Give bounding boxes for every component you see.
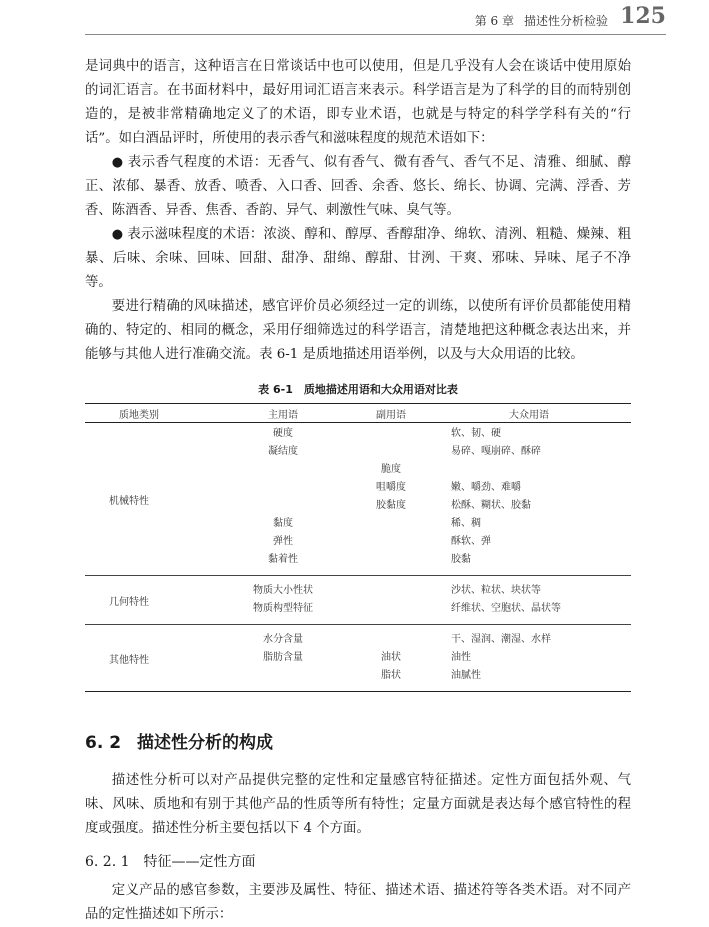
bullet-icon: ● bbox=[111, 155, 124, 170]
common-term: 易碎、嘎崩碎、酥碎 bbox=[451, 446, 541, 457]
section-title: 描述性分析的构成 bbox=[137, 733, 274, 753]
secondary-term: 胶黏度 bbox=[376, 500, 406, 511]
primary-term: 弹性 bbox=[273, 536, 293, 547]
secondary-term bbox=[343, 443, 439, 461]
bullet-icon: ● bbox=[111, 227, 124, 242]
common-term: 稀、稠 bbox=[451, 518, 481, 529]
bullet-text: 表示滋味程度的术语：浓淡、醇和、醇厚、香醇甜净、绵软、清洌、粗糙、燥辣、粗暴、后味、余味、回味、回甜、甜净、甜绵、醇甜、甘洌、干爽、邪味、异味、尾子不净等。 bbox=[85, 227, 632, 290]
common-term: 软、韧、硬 bbox=[451, 428, 501, 439]
column-header: 质地类别 bbox=[85, 404, 223, 423]
primary-term: 黏度 bbox=[273, 518, 293, 529]
page-number: 125 bbox=[620, 3, 666, 29]
common-term: 酥软、弹 bbox=[451, 536, 491, 547]
paragraph: 描述性分析可以对产品提供完整的定性和定量感官特征描述。定性方面包括外观、气味、风味、质地和有别于其他产品的性质等所有特性；定量方面就是表达每个感官特性的程度或强度。描述性分析主要包括以下 4 个方面。 bbox=[85, 773, 631, 836]
primary-term bbox=[223, 461, 343, 479]
running-header bbox=[85, 3, 666, 30]
table-caption: 表 6-1 质地描述用语和大众用语对比表 bbox=[258, 383, 458, 396]
primary-term: 水分含量 bbox=[263, 634, 303, 645]
chapter-title: 描述性分析检验 bbox=[523, 14, 608, 28]
common-term: 沙状、粒状、块状等 bbox=[451, 585, 541, 596]
secondary-term bbox=[343, 533, 439, 551]
category-cell bbox=[85, 625, 223, 692]
category-cell bbox=[85, 423, 223, 576]
secondary-term-cell bbox=[343, 576, 439, 625]
common-term-cell bbox=[439, 625, 631, 692]
paragraph: 定义产品的感官参数，主要涉及属性、特征、描述术语、描述符等各类术语。对不同产品的定性描述如下所示： bbox=[85, 883, 631, 922]
bullet-item bbox=[85, 223, 631, 295]
common-term: 松酥、糊状、胶黏 bbox=[451, 500, 531, 511]
category-cell bbox=[85, 576, 223, 625]
common-term: 干、湿润、潮湿、水样 bbox=[451, 634, 551, 645]
secondary-term: 脂状 bbox=[381, 670, 401, 681]
table-body bbox=[85, 423, 631, 692]
secondary-term bbox=[343, 425, 439, 443]
secondary-term bbox=[343, 600, 439, 618]
common-term: 油腻性 bbox=[451, 670, 481, 681]
primary-term-cell bbox=[223, 423, 343, 576]
common-term-cell bbox=[439, 423, 631, 576]
category-label: 几何特性 bbox=[109, 596, 149, 608]
primary-term bbox=[223, 479, 343, 497]
primary-term: 黏着性 bbox=[268, 554, 298, 565]
common-term: 油性 bbox=[451, 652, 471, 663]
secondary-term bbox=[343, 551, 439, 569]
section-number: 6. 2 bbox=[85, 733, 122, 753]
common-term: 胶黏 bbox=[451, 554, 471, 565]
primary-term bbox=[223, 667, 343, 685]
secondary-term bbox=[343, 631, 439, 649]
secondary-term: 脆度 bbox=[381, 464, 401, 475]
primary-term: 凝结度 bbox=[268, 446, 298, 457]
header-rule bbox=[85, 34, 666, 35]
primary-term: 硬度 bbox=[273, 428, 293, 439]
page-body bbox=[85, 55, 631, 927]
texture-terms-table bbox=[85, 403, 631, 692]
table-header-row bbox=[85, 404, 631, 423]
primary-term-cell bbox=[223, 625, 343, 692]
primary-term-cell bbox=[223, 576, 343, 625]
subsection-number: 6. 2. 1 bbox=[85, 854, 130, 870]
category-label: 机械特性 bbox=[109, 495, 149, 507]
common-term bbox=[451, 461, 631, 479]
paragraph: 要进行精确的风味描述，感官评价员必须经过一定的训练，以使所有评价员都能使用精确的、特定的、相同的概念，采用仔细筛选过的科学语言，清楚地把这种概念表达出来，并能够与其他人进行准确交流。表 6-1 是质地描述用语举例，以及与大众用语的比较。 bbox=[85, 299, 631, 362]
chapter-label: 第 6 章 bbox=[474, 14, 514, 28]
secondary-term-cell bbox=[343, 625, 439, 692]
table-row bbox=[85, 625, 631, 692]
section-heading bbox=[85, 728, 631, 753]
common-term-cell bbox=[439, 576, 631, 625]
subsection-title: 特征——定性方面 bbox=[143, 854, 256, 870]
category-label: 其他特性 bbox=[109, 654, 149, 666]
paragraph: 是词典中的语言，这种语言在日常谈话中也可以使用，但是几乎没有人会在谈话中使用原始的词汇语言。在书面材料中，最好用词汇语言来表示。科学语言是为了科学的目的而特别创造的，是被非常精确地定义了的术语，即专业术语，也就是与特定的科学学科有关的“行话”。如白酒品评时，所使用的表示香气和滋味程度的规范术语如下： bbox=[85, 59, 631, 146]
running-title bbox=[475, 12, 608, 29]
subsection-heading bbox=[85, 851, 631, 871]
column-header: 主用语 bbox=[223, 404, 343, 423]
primary-term bbox=[223, 497, 343, 515]
primary-term: 物质构型特征 bbox=[253, 603, 313, 614]
table-row bbox=[85, 423, 631, 576]
secondary-term bbox=[343, 515, 439, 533]
secondary-term: 油状 bbox=[381, 652, 401, 663]
common-term: 纤维状、空胞状、晶状等 bbox=[451, 603, 561, 614]
bullet-item bbox=[85, 151, 631, 223]
secondary-term: 咀嚼度 bbox=[376, 482, 406, 493]
secondary-term-cell bbox=[343, 423, 439, 576]
secondary-term bbox=[343, 582, 439, 600]
primary-term: 物质大小性状 bbox=[253, 585, 313, 596]
column-header: 大众用语 bbox=[439, 404, 631, 423]
bullet-text: 表示香气程度的术语：无香气、似有香气、微有香气、香气不足、清雅、细腻、醇正、浓郁、暴香、放香、喷香、入口香、回香、余香、悠长、绵长、协调、完满、浮香、芳香、陈酒香、异香、焦香、香韵、异气、刺激性气味、臭气等。 bbox=[85, 155, 632, 218]
column-header: 副用语 bbox=[343, 404, 439, 423]
common-term: 嫩、嚼劲、难嚼 bbox=[451, 482, 521, 493]
primary-term: 脂肪含量 bbox=[263, 652, 303, 663]
table-row bbox=[85, 576, 631, 625]
